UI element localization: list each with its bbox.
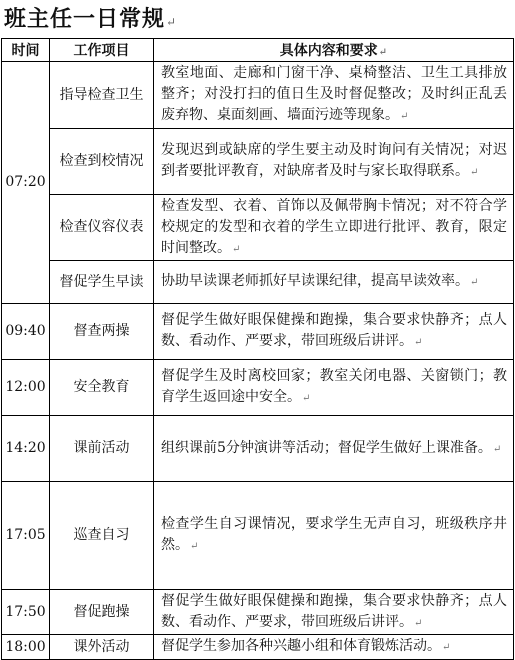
- desc-cell: [154, 482, 514, 590]
- time-cell: 12:00: [2, 360, 50, 416]
- header-desc-text: 具体内容和要求: [279, 43, 378, 59]
- desc-text: 督促学生参加各种兴趣小组和体育锻炼活动。: [161, 638, 441, 654]
- table-row: [2, 261, 514, 304]
- item-cell: 督查两操: [50, 304, 154, 360]
- paragraph-mark: ↵: [470, 167, 479, 178]
- time-cell: 07:20: [2, 62, 50, 304]
- paragraph-mark: ↵: [232, 243, 241, 255]
- desc-cell: [154, 360, 514, 416]
- item-cell: 课前活动: [50, 416, 154, 482]
- time-cell: 17:50: [2, 590, 50, 635]
- desc-text: 检查学生自习课情况，要求学生无声自习，班级秩序井然。: [161, 516, 507, 553]
- time-cell: 18:00: [2, 635, 50, 660]
- routine-table: [1, 38, 514, 660]
- time-cell: 09:40: [2, 304, 50, 360]
- desc-text: 协助早读课老师抓好早读课纪律，提高早读效率。: [161, 273, 469, 289]
- desc-cell: [154, 590, 514, 635]
- desc-cell: [154, 304, 514, 360]
- table-row: [2, 482, 514, 590]
- paragraph-mark: ↵: [470, 277, 479, 288]
- header-item: 工作项目: [50, 39, 154, 62]
- item-cell: 安全教育: [50, 360, 154, 416]
- paragraph-mark: ↵: [378, 47, 388, 58]
- table-row: [2, 360, 514, 416]
- desc-cell: [154, 129, 514, 195]
- table-row: [2, 62, 514, 129]
- desc-text: 发现迟到或缺席的学生要主动及时询问有关情况；对迟到者要批评教育，对缺席者及时与家长取得联系。: [161, 142, 507, 179]
- table-row: [2, 416, 514, 482]
- paragraph-mark: ↵: [400, 111, 409, 122]
- paragraph-mark: ↵: [442, 642, 451, 653]
- desc-cell: [154, 62, 514, 129]
- item-cell: 课外活动: [50, 635, 154, 660]
- page-title: [4, 4, 177, 34]
- desc-text: 督促学生及时离校回家；教室关闭电器、关窗锁门；教育学生返回途中安全。: [161, 368, 507, 405]
- paragraph-mark: ↵: [492, 443, 502, 455]
- table-row: [2, 635, 514, 660]
- table-row: [2, 195, 514, 261]
- header-time: 时间: [2, 39, 50, 62]
- desc-cell: [154, 416, 514, 482]
- paragraph-mark: ↵: [302, 393, 311, 404]
- header-desc: [154, 39, 514, 62]
- title-text: 班主任一日常规: [4, 6, 166, 32]
- paragraph-mark: ↵: [414, 337, 423, 348]
- table-row: [2, 129, 514, 195]
- table-row: [2, 304, 514, 360]
- item-cell: 督促学生早读: [50, 261, 154, 304]
- table-row: [2, 590, 514, 635]
- desc-cell: [154, 635, 514, 660]
- time-cell: 14:20: [2, 416, 50, 482]
- desc-text: 组织课前5分钟演讲等活动；督促学生做好上课准备。: [161, 439, 492, 456]
- paragraph-mark: ↵: [190, 541, 199, 552]
- desc-text: 检查发型、衣着、首饰以及佩带胸卡情况；对不符合学校规定的发型和衣着的学生立即进行批评、教育，限定时间整改。: [161, 197, 507, 256]
- time-cell: 17:05: [2, 482, 50, 590]
- item-cell: 指导检查卫生: [50, 62, 154, 129]
- desc-cell: [154, 195, 514, 261]
- item-cell: 检查到校情况: [50, 129, 154, 195]
- item-cell: 巡查自习: [50, 482, 154, 590]
- desc-cell: [154, 261, 514, 304]
- header-row: [2, 39, 514, 62]
- desc-text: 督促学生做好眼保健操和跑操，集合要求快静齐；点人数、看动作、严要求，带回班级后讲评。: [161, 592, 507, 630]
- desc-text: 教室地面、走廊和门窗干净、桌椅整洁、卫生工具排放整齐；对没打扫的值日生及时督促整改；及时纠正乱丢废弃物、桌面刻画、墙面污迹等现象。: [161, 65, 507, 123]
- paragraph-mark: ↵: [414, 617, 423, 629]
- item-cell: 督促跑操: [50, 590, 154, 635]
- paragraph-mark: ↵: [166, 15, 178, 29]
- item-cell: 检查仪容仪表: [50, 195, 154, 261]
- desc-text: 督促学生做好眼保健操和跑操，集合要求快静齐；点人数、看动作、严要求，带回班级后讲评。: [161, 312, 507, 349]
